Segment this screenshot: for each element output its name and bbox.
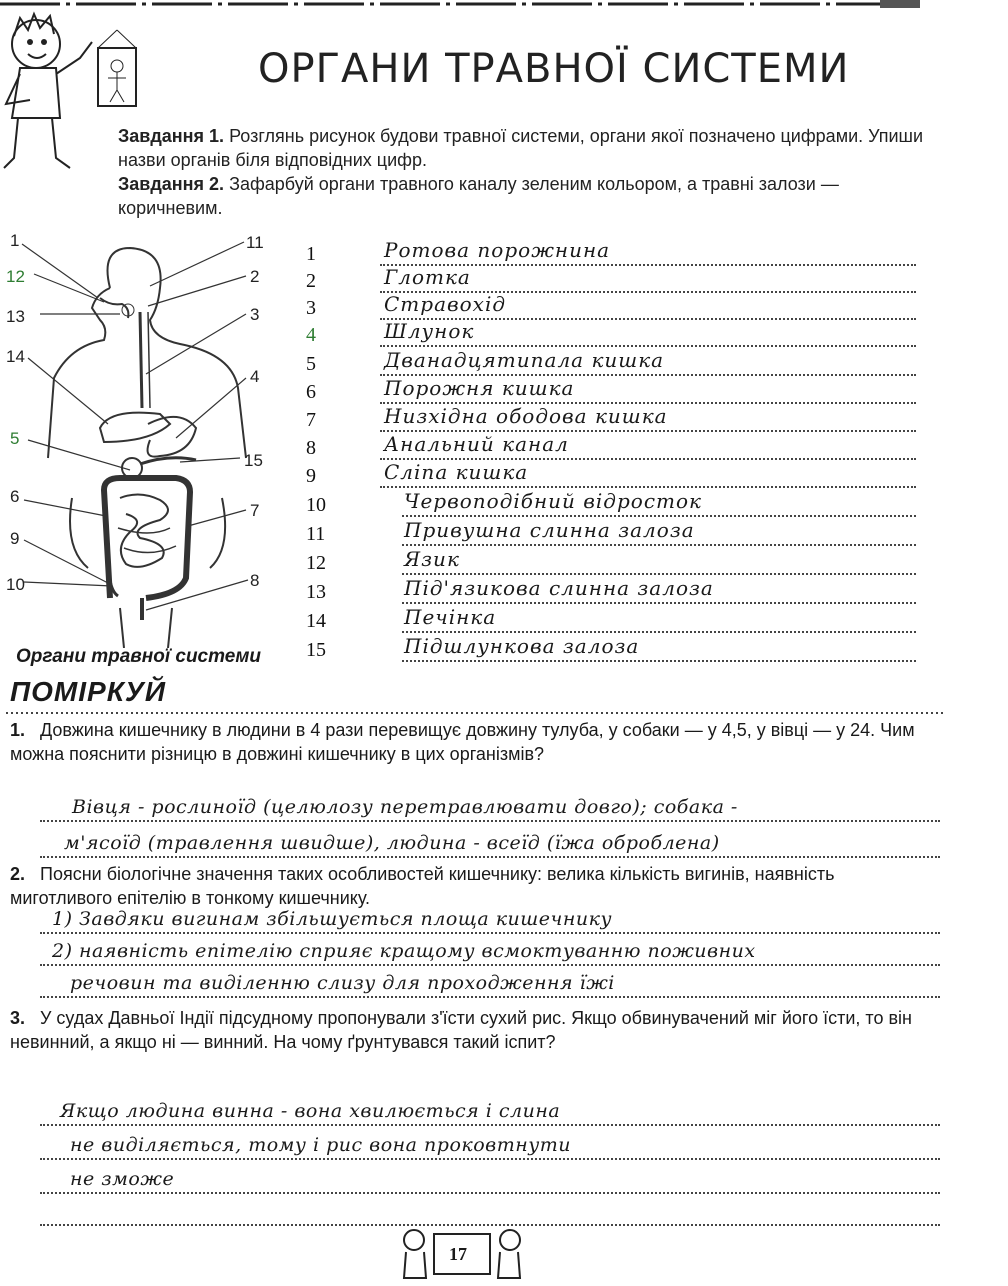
handwritten-answer: Якщо людина винна - вона хвилюється і слина: [60, 1100, 561, 1122]
diagram-label-8: 8: [250, 571, 260, 590]
answer-num: 11: [306, 523, 326, 545]
diagram-label-13: 13: [6, 307, 25, 326]
answer-num: 3: [306, 297, 316, 319]
section-rule: [6, 710, 946, 716]
diagram-label-2: 2: [250, 267, 260, 286]
diagram-label-1: 1: [10, 231, 20, 250]
task-2: [118, 172, 938, 220]
question-3: [10, 1006, 940, 1054]
answer-text: Привушна слинна залоза: [404, 518, 695, 542]
diagram-label-4: 4: [250, 367, 260, 386]
question-number: 2.: [10, 864, 26, 884]
page-number: 17: [449, 1244, 467, 1264]
answer-text: Підшлункова залоза: [404, 634, 640, 658]
answer-text: Сліпа кишка: [384, 460, 529, 484]
answer-num: 15: [306, 639, 326, 661]
answer-num: 4: [306, 324, 316, 346]
answer-text: Шлунок: [384, 319, 475, 343]
answer-text: Низхідна ободова кишка: [384, 404, 668, 428]
answer-num: 13: [306, 581, 326, 603]
answer-text: Стравохід: [384, 292, 507, 316]
answer-num: 6: [306, 381, 316, 403]
answer-text: Ротова порожнина: [384, 238, 611, 262]
handwritten-answer: речовин та виділенню слизу для проходження їжі: [70, 972, 615, 994]
handwritten-answer: Вівця - рослиноїд (целюлозу перетравлювати довго); собака -: [72, 796, 738, 818]
question-number: 3.: [10, 1008, 26, 1028]
answer-text: Дванадцятипала кишка: [384, 348, 665, 372]
task-1-label: Завдання 1.: [118, 126, 225, 146]
diagram-label-15: 15: [244, 451, 263, 470]
handwritten-answer: не зможе: [70, 1168, 175, 1190]
handwritten-answer: 1) Завдяки вигинам збільшується площа кишечнику: [52, 908, 612, 930]
diagram-label-6: 6: [10, 487, 20, 506]
question-1: [10, 718, 940, 766]
answer-text: Анальний канал: [384, 432, 569, 456]
answer-num: 9: [306, 465, 316, 487]
answer-num: 8: [306, 437, 316, 459]
answer-num: 10: [306, 494, 326, 516]
answer-text: Під'язикова слинна залоза: [404, 576, 714, 600]
diagram-label-11: 11: [246, 233, 264, 252]
question-text: Довжина кишечнику в людини в 4 рази перевищує довжину тулуба, у собаки — у 4,5, у вівці — у 24. Чим можна пояснити різницю в довжині кишечнику в цих організмів?: [10, 720, 915, 764]
answer-text: Печінка: [404, 605, 497, 629]
diagram-label-7: 7: [250, 501, 260, 520]
top-border: [0, 0, 1008, 14]
task-2-text: Зафарбуй органи травного каналу зеленим кольором, а травні залози — коричневим.: [118, 174, 839, 218]
handwritten-answer: 2) наявність епітелію сприяє кращому всмоктуванню поживних: [52, 940, 756, 962]
section-heading: ПОМІРКУЙ: [10, 676, 167, 707]
digestive-diagram: [0, 228, 300, 648]
task-1-text: Розглянь рисунок будови травної системи, органи якої позначено цифрами. Упиши назви органів біля відповідних цифр.: [118, 126, 924, 170]
answer-num: 1: [306, 243, 316, 265]
answer-num: 7: [306, 409, 316, 431]
answer-num: 14: [306, 610, 326, 632]
question-2: [10, 862, 940, 910]
answer-text: Червоподібний відросток: [404, 489, 702, 513]
answer-num: 5: [306, 353, 316, 375]
diagram-label-9: 9: [10, 529, 20, 548]
answer-num: 2: [306, 270, 316, 292]
page-title: ОРГАНИ ТРАВНОЇ СИСТЕМИ: [258, 46, 850, 92]
answer-num: 12: [306, 552, 326, 574]
diagram-label-3: 3: [250, 305, 260, 324]
question-text: У судах Давньої Індії підсудному пропонували з'їсти сухий рис. Якщо обвинувачений міг його їсти, то він невинний, а якщо ні — винний. На чому ґрунтувався такий іспит?: [10, 1008, 912, 1052]
answer-text: Язик: [404, 547, 460, 571]
diagram-label-5: 5: [10, 429, 20, 448]
diagram-caption: Органи травної системи: [16, 646, 261, 667]
question-number: 1.: [10, 720, 26, 740]
task-1: [118, 124, 938, 172]
task-2-label: Завдання 2.: [118, 174, 225, 194]
handwritten-answer: не виділяється, тому і рис вона проковтнути: [70, 1134, 572, 1156]
diagram-label-10: 10: [6, 575, 25, 594]
answer-text: Порожня кишка: [384, 376, 575, 400]
handwritten-answer: м'ясоїд (травлення швидше), людина - всеїд (їжа оброблена): [64, 832, 720, 854]
answer-text: Глотка: [384, 265, 471, 289]
diagram-label-14: 14: [6, 347, 25, 366]
diagram-label-12: 12: [6, 267, 25, 286]
question-text: Поясни біологічне значення таких особливостей кишечнику: велика кількість вигинів, наявність миготливого епітелію в тонкому кишечнику.: [10, 864, 835, 908]
